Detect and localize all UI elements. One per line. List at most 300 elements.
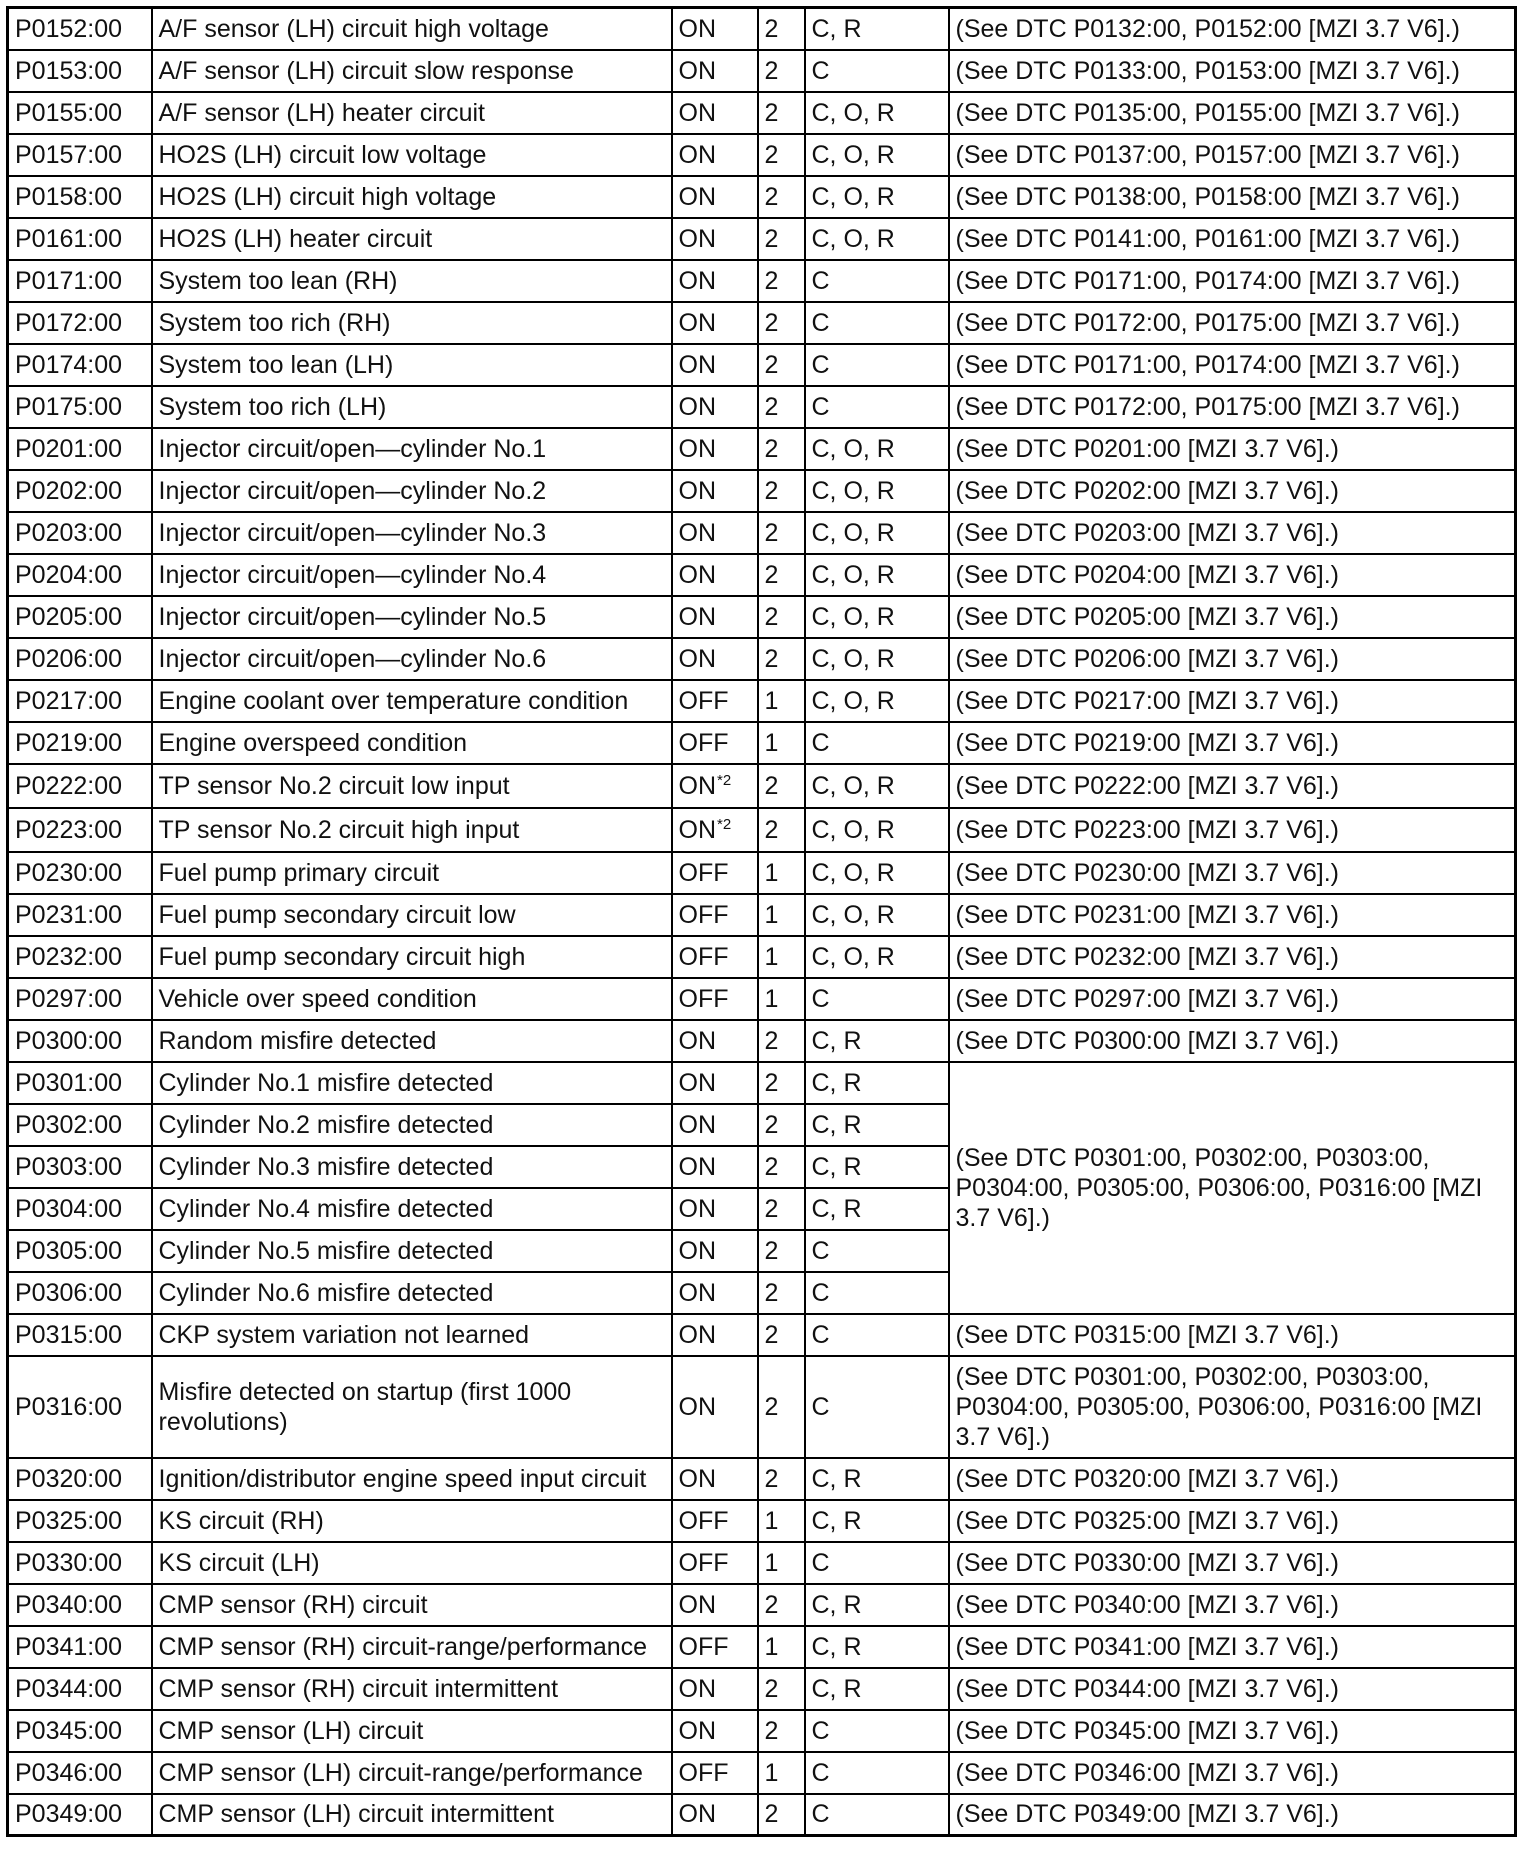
memory-function-cell: C, R <box>805 1500 949 1542</box>
table-row <box>8 1356 1516 1458</box>
mil-value: ON <box>678 1674 716 1703</box>
dtc-code-cell: P0330:00 <box>8 1542 152 1584</box>
mil-cell <box>672 218 758 260</box>
reference-cell: (See DTC P0223:00 [MZI 3.7 V6].) <box>949 808 1516 852</box>
description-cell: HO2S (LH) heater circuit <box>152 218 672 260</box>
dtc-code-cell: P0175:00 <box>8 386 152 428</box>
mil-value: ON <box>678 518 716 547</box>
memory-function-cell: C <box>805 344 949 386</box>
memory-function-cell: C, R <box>805 1458 949 1500</box>
memory-function-cell: C, R <box>805 1584 949 1626</box>
mil-value: ON <box>678 1716 716 1745</box>
reference-cell: (See DTC P0300:00 [MZI 3.7 V6].) <box>949 1020 1516 1062</box>
mil-cell <box>672 512 758 554</box>
drive-cycle-cell: 1 <box>758 1752 805 1794</box>
reference-cell: (See DTC P0171:00, P0174:00 [MZI 3.7 V6].) <box>949 260 1516 302</box>
mil-value: ON <box>678 644 716 673</box>
drive-cycle-cell: 2 <box>758 8 805 50</box>
memory-function-cell: C, O, R <box>805 470 949 512</box>
mil-value: ON <box>678 1392 716 1421</box>
drive-cycle-cell: 2 <box>758 176 805 218</box>
drive-cycle-cell: 1 <box>758 1500 805 1542</box>
dtc-code-cell: P0204:00 <box>8 554 152 596</box>
dtc-code-cell: P0161:00 <box>8 218 152 260</box>
drive-cycle-cell: 2 <box>758 134 805 176</box>
mil-cell <box>672 808 758 852</box>
memory-function-cell: C, O, R <box>805 554 949 596</box>
dtc-code-cell: P0222:00 <box>8 764 152 808</box>
dtc-code-cell: P0306:00 <box>8 1272 152 1314</box>
dtc-code-cell: P0297:00 <box>8 978 152 1020</box>
description-cell: CMP sensor (RH) circuit <box>152 1584 672 1626</box>
drive-cycle-cell: 2 <box>758 1020 805 1062</box>
dtc-code-cell: P0302:00 <box>8 1104 152 1146</box>
mil-value: ON <box>678 182 716 211</box>
mil-cell <box>672 722 758 764</box>
mil-cell <box>672 1062 758 1104</box>
drive-cycle-cell: 2 <box>758 428 805 470</box>
table-row <box>8 894 1516 936</box>
memory-function-cell: C, O, R <box>805 852 949 894</box>
dtc-code-cell: P0344:00 <box>8 1668 152 1710</box>
reference-cell: (See DTC P0171:00, P0174:00 [MZI 3.7 V6].) <box>949 344 1516 386</box>
dtc-code-cell: P0201:00 <box>8 428 152 470</box>
dtc-code-cell: P0304:00 <box>8 1188 152 1230</box>
drive-cycle-cell: 2 <box>758 1062 805 1104</box>
reference-cell: (See DTC P0203:00 [MZI 3.7 V6].) <box>949 512 1516 554</box>
reference-cell: (See DTC P0297:00 [MZI 3.7 V6].) <box>949 978 1516 1020</box>
description-cell: A/F sensor (LH) circuit slow response <box>152 50 672 92</box>
dtc-code-cell: P0203:00 <box>8 512 152 554</box>
reference-cell: (See DTC P0301:00, P0302:00, P0303:00, P0304:00, P0305:00, P0306:00, P0316:00 [MZI 3.7 V6].) <box>949 1062 1516 1314</box>
drive-cycle-cell: 1 <box>758 978 805 1020</box>
table-row <box>8 428 1516 470</box>
mil-value: ON <box>678 1026 716 1055</box>
reference-cell: (See DTC P0135:00, P0155:00 [MZI 3.7 V6].) <box>949 92 1516 134</box>
dtc-code-cell: P0300:00 <box>8 1020 152 1062</box>
table-row <box>8 134 1516 176</box>
description-cell: Cylinder No.4 misfire detected <box>152 1188 672 1230</box>
table-row <box>8 512 1516 554</box>
mil-value: OFF <box>678 900 729 929</box>
mil-cell <box>672 176 758 218</box>
mil-value: ON <box>678 392 716 421</box>
drive-cycle-cell: 2 <box>758 50 805 92</box>
mil-cell <box>672 92 758 134</box>
table-row <box>8 1626 1516 1668</box>
mil-cell <box>672 1542 758 1584</box>
drive-cycle-cell: 2 <box>758 386 805 428</box>
memory-function-cell: C, O, R <box>805 134 949 176</box>
memory-function-cell: C, O, R <box>805 92 949 134</box>
description-cell: CMP sensor (RH) circuit intermittent <box>152 1668 672 1710</box>
table-row <box>8 852 1516 894</box>
drive-cycle-cell: 2 <box>758 1710 805 1752</box>
drive-cycle-cell: 2 <box>758 260 805 302</box>
table-row <box>8 92 1516 134</box>
mil-value: ON <box>678 1194 716 1223</box>
mil-cell <box>672 1272 758 1314</box>
table-row <box>8 50 1516 92</box>
mil-cell <box>672 1752 758 1794</box>
memory-function-cell: C, O, R <box>805 808 949 852</box>
drive-cycle-cell: 1 <box>758 722 805 764</box>
memory-function-cell: C <box>805 1752 949 1794</box>
description-cell: Misfire detected on startup (first 1000 revolutions) <box>152 1356 672 1458</box>
mil-cell <box>672 1458 758 1500</box>
memory-function-cell: C, R <box>805 1188 949 1230</box>
memory-function-cell: C, R <box>805 1146 949 1188</box>
table-row <box>8 1584 1516 1626</box>
reference-cell: (See DTC P0205:00 [MZI 3.7 V6].) <box>949 596 1516 638</box>
drive-cycle-cell: 1 <box>758 852 805 894</box>
drive-cycle-cell: 2 <box>758 808 805 852</box>
drive-cycle-cell: 2 <box>758 1104 805 1146</box>
mil-value: ON <box>678 1590 716 1619</box>
mil-cell <box>672 1230 758 1272</box>
dtc-code-cell: P0230:00 <box>8 852 152 894</box>
description-cell: Cylinder No.6 misfire detected <box>152 1272 672 1314</box>
mil-value: ON <box>678 602 716 631</box>
description-cell: TP sensor No.2 circuit high input <box>152 808 672 852</box>
reference-cell: (See DTC P0172:00, P0175:00 [MZI 3.7 V6].) <box>949 386 1516 428</box>
mil-value: OFF <box>678 728 729 757</box>
drive-cycle-cell: 2 <box>758 1188 805 1230</box>
dtc-code-cell: P0172:00 <box>8 302 152 344</box>
table-row <box>8 1062 1516 1104</box>
mil-value: ON <box>678 1464 716 1493</box>
dtc-code-cell: P0171:00 <box>8 260 152 302</box>
drive-cycle-cell: 2 <box>758 512 805 554</box>
reference-cell: (See DTC P0201:00 [MZI 3.7 V6].) <box>949 428 1516 470</box>
mil-value: OFF <box>678 1506 729 1535</box>
reference-cell: (See DTC P0132:00, P0152:00 [MZI 3.7 V6].) <box>949 8 1516 50</box>
description-cell: CMP sensor (LH) circuit <box>152 1710 672 1752</box>
mil-cell <box>672 1188 758 1230</box>
dtc-code-cell: P0157:00 <box>8 134 152 176</box>
memory-function-cell: C, O, R <box>805 764 949 808</box>
dtc-code-cell: P0174:00 <box>8 344 152 386</box>
description-cell: Vehicle over speed condition <box>152 978 672 1020</box>
mil-value: ON <box>678 56 716 85</box>
reference-cell: (See DTC P0206:00 [MZI 3.7 V6].) <box>949 638 1516 680</box>
description-cell: HO2S (LH) circuit low voltage <box>152 134 672 176</box>
dtc-code-cell: P0316:00 <box>8 1356 152 1458</box>
mil-value: ON <box>678 1320 716 1349</box>
mil-cell <box>672 1500 758 1542</box>
dtc-table <box>6 6 1517 1837</box>
table-row <box>8 764 1516 808</box>
reference-cell: (See DTC P0345:00 [MZI 3.7 V6].) <box>949 1710 1516 1752</box>
dtc-code-cell: P0325:00 <box>8 1500 152 1542</box>
memory-function-cell: C, O, R <box>805 176 949 218</box>
drive-cycle-cell: 2 <box>758 1314 805 1356</box>
table-row <box>8 936 1516 978</box>
reference-cell: (See DTC P0341:00 [MZI 3.7 V6].) <box>949 1626 1516 1668</box>
description-cell: TP sensor No.2 circuit low input <box>152 764 672 808</box>
mil-cell <box>672 936 758 978</box>
description-cell: CMP sensor (LH) circuit intermittent <box>152 1794 672 1836</box>
description-cell: Injector circuit/open—cylinder No.5 <box>152 596 672 638</box>
mil-cell <box>672 386 758 428</box>
table-row <box>8 680 1516 722</box>
mil-cell <box>672 8 758 50</box>
description-cell: CKP system variation not learned <box>152 1314 672 1356</box>
dtc-code-cell: P0202:00 <box>8 470 152 512</box>
drive-cycle-cell: 2 <box>758 218 805 260</box>
mil-value: ON <box>678 308 716 337</box>
dtc-code-cell: P0206:00 <box>8 638 152 680</box>
drive-cycle-cell: 2 <box>758 470 805 512</box>
description-cell: HO2S (LH) circuit high voltage <box>152 176 672 218</box>
reference-cell: (See DTC P0137:00, P0157:00 [MZI 3.7 V6].) <box>949 134 1516 176</box>
drive-cycle-cell: 1 <box>758 1626 805 1668</box>
memory-function-cell: C <box>805 978 949 1020</box>
table-row <box>8 470 1516 512</box>
table-row <box>8 722 1516 764</box>
drive-cycle-cell: 2 <box>758 1794 805 1836</box>
dtc-code-cell: P0232:00 <box>8 936 152 978</box>
dtc-code-cell: P0155:00 <box>8 92 152 134</box>
mil-cell <box>672 638 758 680</box>
dtc-code-cell: P0315:00 <box>8 1314 152 1356</box>
memory-function-cell: C <box>805 386 949 428</box>
table-row <box>8 218 1516 260</box>
mil-value: OFF <box>678 858 729 887</box>
mil-value: ON <box>678 350 716 379</box>
mil-cell <box>672 1584 758 1626</box>
description-cell: KS circuit (LH) <box>152 1542 672 1584</box>
table-row <box>8 1020 1516 1062</box>
reference-cell: (See DTC P0172:00, P0175:00 [MZI 3.7 V6].) <box>949 302 1516 344</box>
table-row <box>8 1752 1516 1794</box>
dtc-code-cell: P0341:00 <box>8 1626 152 1668</box>
memory-function-cell: C, R <box>805 1104 949 1146</box>
mil-cell <box>672 1668 758 1710</box>
reference-cell: (See DTC P0301:00, P0302:00, P0303:00, P0304:00, P0305:00, P0306:00, P0316:00 [MZI 3.7 V6].) <box>949 1356 1516 1458</box>
drive-cycle-cell: 1 <box>758 1542 805 1584</box>
description-cell: Injector circuit/open—cylinder No.6 <box>152 638 672 680</box>
mil-value: ON <box>678 98 716 127</box>
mil-value: ON <box>678 1800 716 1829</box>
memory-function-cell: C, O, R <box>805 218 949 260</box>
description-cell: A/F sensor (LH) heater circuit <box>152 92 672 134</box>
mil-cell <box>672 894 758 936</box>
description-cell: Cylinder No.3 misfire detected <box>152 1146 672 1188</box>
memory-function-cell: C, O, R <box>805 512 949 554</box>
memory-function-cell: C <box>805 1542 949 1584</box>
table-row <box>8 638 1516 680</box>
table-row <box>8 596 1516 638</box>
footnote-marker: *2 <box>717 815 732 833</box>
mil-cell <box>672 596 758 638</box>
memory-function-cell: C <box>805 50 949 92</box>
mil-cell <box>672 344 758 386</box>
reference-cell: (See DTC P0141:00, P0161:00 [MZI 3.7 V6].) <box>949 218 1516 260</box>
description-cell: Engine overspeed condition <box>152 722 672 764</box>
reference-cell: (See DTC P0315:00 [MZI 3.7 V6].) <box>949 1314 1516 1356</box>
description-cell: Injector circuit/open—cylinder No.1 <box>152 428 672 470</box>
drive-cycle-cell: 2 <box>758 764 805 808</box>
table-row <box>8 260 1516 302</box>
mil-value: ON <box>678 14 716 43</box>
mil-cell <box>672 50 758 92</box>
table-row <box>8 1500 1516 1542</box>
drive-cycle-cell: 2 <box>758 92 805 134</box>
dtc-code-cell: P0219:00 <box>8 722 152 764</box>
mil-cell <box>672 470 758 512</box>
memory-function-cell: C <box>805 722 949 764</box>
reference-cell: (See DTC P0202:00 [MZI 3.7 V6].) <box>949 470 1516 512</box>
drive-cycle-cell: 2 <box>758 1146 805 1188</box>
memory-function-cell: C, O, R <box>805 596 949 638</box>
table-row <box>8 386 1516 428</box>
dtc-table-body <box>8 8 1516 1836</box>
reference-cell: (See DTC P0232:00 [MZI 3.7 V6].) <box>949 936 1516 978</box>
dtc-code-cell: P0231:00 <box>8 894 152 936</box>
mil-value: ON <box>678 1278 716 1307</box>
mil-cell <box>672 260 758 302</box>
description-cell: CMP sensor (RH) circuit-range/performance <box>152 1626 672 1668</box>
reference-cell: (See DTC P0349:00 [MZI 3.7 V6].) <box>949 1794 1516 1836</box>
table-row <box>8 554 1516 596</box>
description-cell: Fuel pump secondary circuit high <box>152 936 672 978</box>
table-row <box>8 808 1516 852</box>
mil-cell <box>672 1146 758 1188</box>
mil-value: ON <box>678 560 716 589</box>
memory-function-cell: C <box>805 1314 949 1356</box>
table-row <box>8 1542 1516 1584</box>
table-row <box>8 8 1516 50</box>
memory-function-cell: C <box>805 1272 949 1314</box>
drive-cycle-cell: 2 <box>758 1584 805 1626</box>
reference-cell: (See DTC P0330:00 [MZI 3.7 V6].) <box>949 1542 1516 1584</box>
memory-function-cell: C, O, R <box>805 894 949 936</box>
drive-cycle-cell: 2 <box>758 1668 805 1710</box>
mil-cell <box>672 302 758 344</box>
description-cell: Fuel pump secondary circuit low <box>152 894 672 936</box>
mil-value: OFF <box>678 984 729 1013</box>
table-row <box>8 302 1516 344</box>
memory-function-cell: C, R <box>805 1062 949 1104</box>
memory-function-cell: C, R <box>805 8 949 50</box>
drive-cycle-cell: 2 <box>758 1230 805 1272</box>
description-cell: Cylinder No.1 misfire detected <box>152 1062 672 1104</box>
dtc-code-cell: P0320:00 <box>8 1458 152 1500</box>
mil-value: OFF <box>678 1548 729 1577</box>
dtc-code-cell: P0303:00 <box>8 1146 152 1188</box>
drive-cycle-cell: 2 <box>758 1272 805 1314</box>
mil-value: OFF <box>678 686 729 715</box>
table-row <box>8 1314 1516 1356</box>
reference-cell: (See DTC P0204:00 [MZI 3.7 V6].) <box>949 554 1516 596</box>
dtc-code-cell: P0217:00 <box>8 680 152 722</box>
dtc-code-cell: P0340:00 <box>8 1584 152 1626</box>
mil-value: OFF <box>678 1632 729 1661</box>
mil-value: OFF <box>678 942 729 971</box>
description-cell: A/F sensor (LH) circuit high voltage <box>152 8 672 50</box>
description-cell: System too rich (LH) <box>152 386 672 428</box>
memory-function-cell: C, O, R <box>805 936 949 978</box>
reference-cell: (See DTC P0325:00 [MZI 3.7 V6].) <box>949 1500 1516 1542</box>
mil-cell <box>672 978 758 1020</box>
reference-cell: (See DTC P0231:00 [MZI 3.7 V6].) <box>949 894 1516 936</box>
memory-function-cell: C, O, R <box>805 638 949 680</box>
mil-value: ON <box>678 771 716 800</box>
mil-cell <box>672 852 758 894</box>
table-row <box>8 1668 1516 1710</box>
mil-value: ON <box>678 1110 716 1139</box>
memory-function-cell: C <box>805 302 949 344</box>
drive-cycle-cell: 2 <box>758 344 805 386</box>
reference-cell: (See DTC P0340:00 [MZI 3.7 V6].) <box>949 1584 1516 1626</box>
mil-value: ON <box>678 434 716 463</box>
mil-cell <box>672 1356 758 1458</box>
description-cell: Injector circuit/open—cylinder No.3 <box>152 512 672 554</box>
mil-value: ON <box>678 224 716 253</box>
drive-cycle-cell: 2 <box>758 638 805 680</box>
description-cell: Cylinder No.5 misfire detected <box>152 1230 672 1272</box>
dtc-code-cell: P0153:00 <box>8 50 152 92</box>
table-row <box>8 978 1516 1020</box>
mil-cell <box>672 1104 758 1146</box>
drive-cycle-cell: 2 <box>758 1458 805 1500</box>
description-cell: Ignition/distributor engine speed input circuit <box>152 1458 672 1500</box>
mil-cell <box>672 680 758 722</box>
table-row <box>8 176 1516 218</box>
mil-value: ON <box>678 815 716 844</box>
dtc-code-cell: P0349:00 <box>8 1794 152 1836</box>
memory-function-cell: C <box>805 1794 949 1836</box>
mil-cell <box>672 1794 758 1836</box>
dtc-code-cell: P0223:00 <box>8 808 152 852</box>
table-row <box>8 1710 1516 1752</box>
reference-cell: (See DTC P0346:00 [MZI 3.7 V6].) <box>949 1752 1516 1794</box>
description-cell: Engine coolant over temperature condition <box>152 680 672 722</box>
description-cell: System too rich (RH) <box>152 302 672 344</box>
description-cell: Fuel pump primary circuit <box>152 852 672 894</box>
drive-cycle-cell: 2 <box>758 302 805 344</box>
memory-function-cell: C, R <box>805 1020 949 1062</box>
description-cell: Injector circuit/open—cylinder No.2 <box>152 470 672 512</box>
description-cell: Cylinder No.2 misfire detected <box>152 1104 672 1146</box>
reference-cell: (See DTC P0320:00 [MZI 3.7 V6].) <box>949 1458 1516 1500</box>
reference-cell: (See DTC P0138:00, P0158:00 [MZI 3.7 V6].) <box>949 176 1516 218</box>
description-cell: System too lean (LH) <box>152 344 672 386</box>
mil-cell <box>672 1710 758 1752</box>
mil-value: OFF <box>678 1758 729 1787</box>
footnote-marker: *2 <box>717 771 732 789</box>
drive-cycle-cell: 2 <box>758 1356 805 1458</box>
memory-function-cell: C, R <box>805 1668 949 1710</box>
dtc-code-cell: P0345:00 <box>8 1710 152 1752</box>
mil-value: ON <box>678 1152 716 1181</box>
mil-value: ON <box>678 1236 716 1265</box>
reference-cell: (See DTC P0219:00 [MZI 3.7 V6].) <box>949 722 1516 764</box>
dtc-code-cell: P0152:00 <box>8 8 152 50</box>
description-cell: CMP sensor (LH) circuit-range/performance <box>152 1752 672 1794</box>
mil-cell <box>672 1626 758 1668</box>
dtc-code-cell: P0301:00 <box>8 1062 152 1104</box>
drive-cycle-cell: 2 <box>758 554 805 596</box>
dtc-code-cell: P0158:00 <box>8 176 152 218</box>
mil-cell <box>672 428 758 470</box>
memory-function-cell: C, O, R <box>805 428 949 470</box>
dtc-code-cell: P0205:00 <box>8 596 152 638</box>
description-cell: KS circuit (RH) <box>152 1500 672 1542</box>
mil-cell <box>672 554 758 596</box>
description-cell: System too lean (RH) <box>152 260 672 302</box>
